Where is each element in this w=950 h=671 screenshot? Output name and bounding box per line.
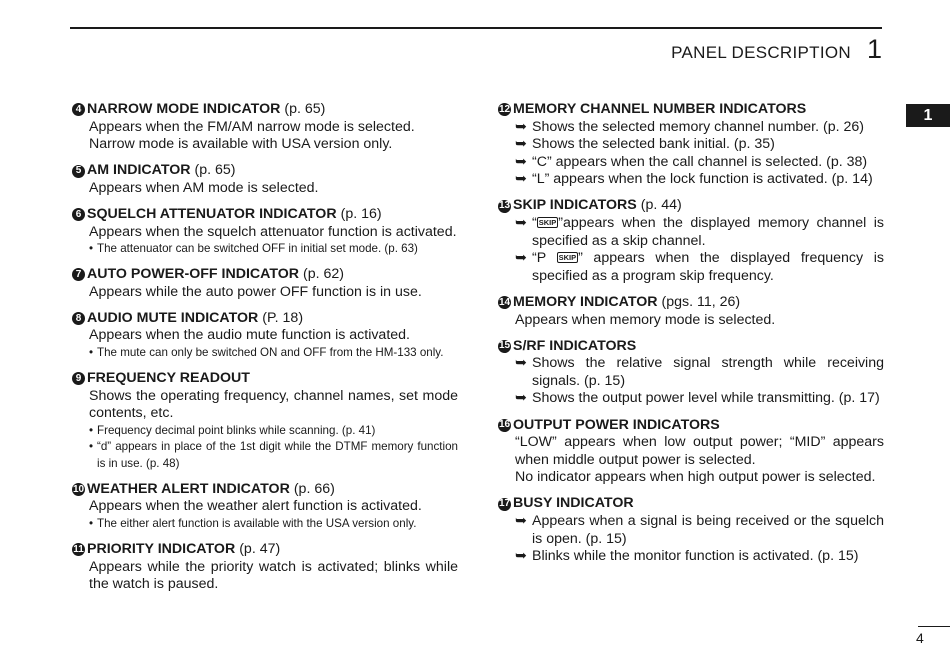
entry-description: “LOW” appears when low output power; “MID” appears when middle output power is selected. [515,434,884,468]
bullet-dot-icon: • [89,517,94,530]
entry-title: WEATHER ALERT INDICATOR [87,480,290,497]
bullet-text-end: ” appears when the displayed frequency is specified as a program skip frequency. [532,250,884,284]
skip-key-icon: SKIP [538,218,557,228]
bullet-dot-icon: • [89,242,94,256]
entry-description: Appears when the weather alert function is activated. [89,498,422,515]
entry-note [72,423,458,440]
page-number: 4 [916,630,924,646]
bullet-text-start: “L” appears when the lock function is activated. (p. 14) [532,171,873,188]
bullet-text [532,513,884,548]
callout-number-icon: 12 [498,103,511,115]
entry-title: AM INDICATOR [87,162,191,179]
callout-number-icon: 14 [498,296,511,308]
note-text: Frequency decimal point blinks while scanning. (p. 41) [97,423,376,437]
bullet-text-start: “P [532,250,557,267]
entry-note [72,439,458,472]
indicator-entry [72,101,458,154]
callout-number-icon: 15 [498,340,511,352]
bullet-text [532,355,884,390]
arrow-bullet-icon: ➥ [515,355,527,372]
bullet-text [532,154,884,172]
arrow-bullet-icon: ➥ [515,136,527,153]
indicator-entry [72,481,458,533]
entry-title: OUTPUT POWER INDICATORS [513,416,720,433]
arrow-bullet-item [498,171,884,189]
bullet-dot-icon: • [89,423,94,437]
indicator-entry [498,101,884,189]
indicator-entry [498,417,884,487]
entry-title: NARROW MODE INDICATOR [87,101,281,117]
entry-heading [72,541,458,559]
entry-description: Appears when the audio mute function is activated. [89,327,410,344]
entry-description: Appears when the FM/AM narrow mode is selected. [89,118,415,135]
page-reference: (p. 47) [239,541,281,557]
arrow-bullet-icon: ➥ [515,250,527,267]
callout-number-icon: 5 [72,165,85,178]
entry-description: Appears when memory mode is selected. [515,311,776,328]
page-reference: (p. 65) [284,101,326,117]
page-reference: (p. 44) [640,197,682,214]
entry-title: MEMORY CHANNEL NUMBER INDICATORS [513,101,807,117]
note-text: The attenuator can be switched OFF in initial set mode. (p. 63) [97,242,418,256]
entry-heading [72,101,458,119]
bullet-text-end: ”appears when the displayed memory channel is specified as a skip channel. [532,215,884,249]
callout-number-icon: 11 [73,543,84,555]
bullet-text [532,548,884,566]
page-reference: (pgs. 11, 26) [661,293,741,310]
indicator-entry [498,495,884,565]
bullet-text [532,250,884,285]
arrow-bullet-item [498,250,884,285]
callout-number-icon: 7 [72,268,85,281]
indicator-entry [72,206,458,258]
bullet-text-start: “C” appears when the call channel is selected. (p. 38) [532,153,868,170]
chapter-number: 1 [866,34,882,64]
entry-description: Shows the operating frequency, channel names, set mode contents, etc. [89,387,458,422]
entry-heading [498,294,884,312]
bullet-text [532,119,884,137]
entry-title: S/RF INDICATORS [513,337,637,354]
callout-number-icon: 9 [72,372,85,385]
top-rule [70,27,882,29]
entry-heading [498,417,884,435]
arrow-bullet-item [498,119,884,137]
entry-title: BUSY INDICATOR [513,495,634,512]
indicator-entry [72,541,458,594]
callout-number-icon: 10 [72,483,85,495]
page-reference: (p. 66) [293,480,335,497]
indicator-entry [72,266,458,301]
entry-title: PRIORITY INDICATOR [87,541,236,557]
arrow-bullet-item [498,513,884,548]
entry-description: Narrow mode is available with USA version only. [89,136,393,153]
entry-heading [498,495,884,513]
callout-number-icon: 13 [498,200,511,212]
entry-title: AUDIO MUTE INDICATOR [87,309,259,326]
arrow-bullet-icon: ➥ [515,548,527,565]
entry-heading [72,162,458,180]
page-reference: (p. 65) [194,162,236,179]
callout-number-icon: 17 [498,498,511,510]
entry-heading [72,206,458,224]
right-column [498,101,884,574]
bullet-text [532,390,884,408]
arrow-bullet-item [498,215,884,250]
indicator-entry [498,294,884,329]
bullet-text-start: Shows the relative signal strength while receiving signals. (p. 15) [532,355,884,389]
note-text: The either alert function is available with the USA version only. [97,517,417,530]
entry-description: Appears when the squelch attenuator function is activated. [89,223,457,240]
entry-note [72,345,458,362]
footer-rule [918,626,950,627]
entry-heading [498,197,884,215]
entry-heading [72,266,458,284]
arrow-bullet-item [498,355,884,390]
entry-description: No indicator appears when high output power is selected. [515,469,876,486]
entry-description: Appears when AM mode is selected. [89,179,319,196]
bullet-text-start: Shows the selected bank initial. (p. 35) [532,136,775,153]
entry-title: SKIP INDICATORS [513,197,637,214]
bullet-text-start: Shows the selected memory channel number. (p. 26) [532,118,864,135]
entry-note [72,241,458,258]
bullet-dot-icon: • [89,346,94,360]
entry-title: SQUELCH ATTENUATOR INDICATOR [87,205,337,222]
entry-description: Appears while the auto power OFF function is in use. [89,283,422,300]
arrow-bullet-item [498,548,884,566]
page-reference: (p. 62) [303,266,345,283]
bullet-text-start: “ [532,215,537,232]
entry-title: MEMORY INDICATOR [513,293,658,310]
chapter-tab: 1 [906,104,950,127]
indicator-entry [72,370,458,472]
page-header [671,34,882,65]
callout-number-icon: 4 [72,103,85,116]
arrow-bullet-icon: ➥ [515,153,527,170]
bullet-text [532,215,884,250]
entry-note [72,516,458,533]
skip-key-icon: SKIP [558,253,577,263]
arrow-bullet-icon: ➥ [515,390,527,407]
callout-number-icon: 8 [72,312,85,325]
entry-title: FREQUENCY READOUT [87,370,250,387]
entry-heading [498,101,884,119]
bullet-text-start: Shows the output power level while transmitting. (p. 17) [532,390,880,407]
arrow-bullet-icon: ➥ [515,512,527,529]
bullet-text-start: Blinks while the monitor function is activated. (p. 15) [532,548,859,565]
section-title: PANEL DESCRIPTION [671,43,851,62]
entry-heading [72,370,458,388]
bullet-text-start: Appears when a signal is being received or the squelch is open. (p. 15) [532,512,884,547]
bullet-text [532,171,884,189]
arrow-bullet-item [498,136,884,154]
entry-heading [72,310,458,328]
arrow-bullet-icon: ➥ [515,215,527,232]
callout-number-icon: 16 [498,419,511,431]
indicator-entry [72,162,458,197]
entry-heading [498,338,884,356]
entry-heading [72,481,458,499]
note-text: The mute can only be switched ON and OFF from the HM-133 only. [97,346,444,360]
indicator-entry [498,197,884,285]
indicator-entry [72,310,458,362]
page-reference: (P. 18) [262,309,304,326]
entry-title: AUTO POWER-OFF INDICATOR [87,266,300,283]
bullet-text [532,136,884,154]
arrow-bullet-icon: ➥ [515,118,527,135]
page-reference: (p. 16) [340,205,382,222]
entry-description: Appears while the priority watch is activated; blinks while the watch is paused. [89,558,458,593]
arrow-bullet-item [498,154,884,172]
callout-number-icon: 6 [72,208,85,221]
note-text: “d” appears in place of the 1st digit while the DTMF memory function is in use. (p. 48) [97,440,458,470]
indicator-entry [498,338,884,408]
left-column [72,101,458,602]
arrow-bullet-icon: ➥ [515,171,527,188]
bullet-dot-icon: • [89,440,94,454]
arrow-bullet-item [498,390,884,408]
